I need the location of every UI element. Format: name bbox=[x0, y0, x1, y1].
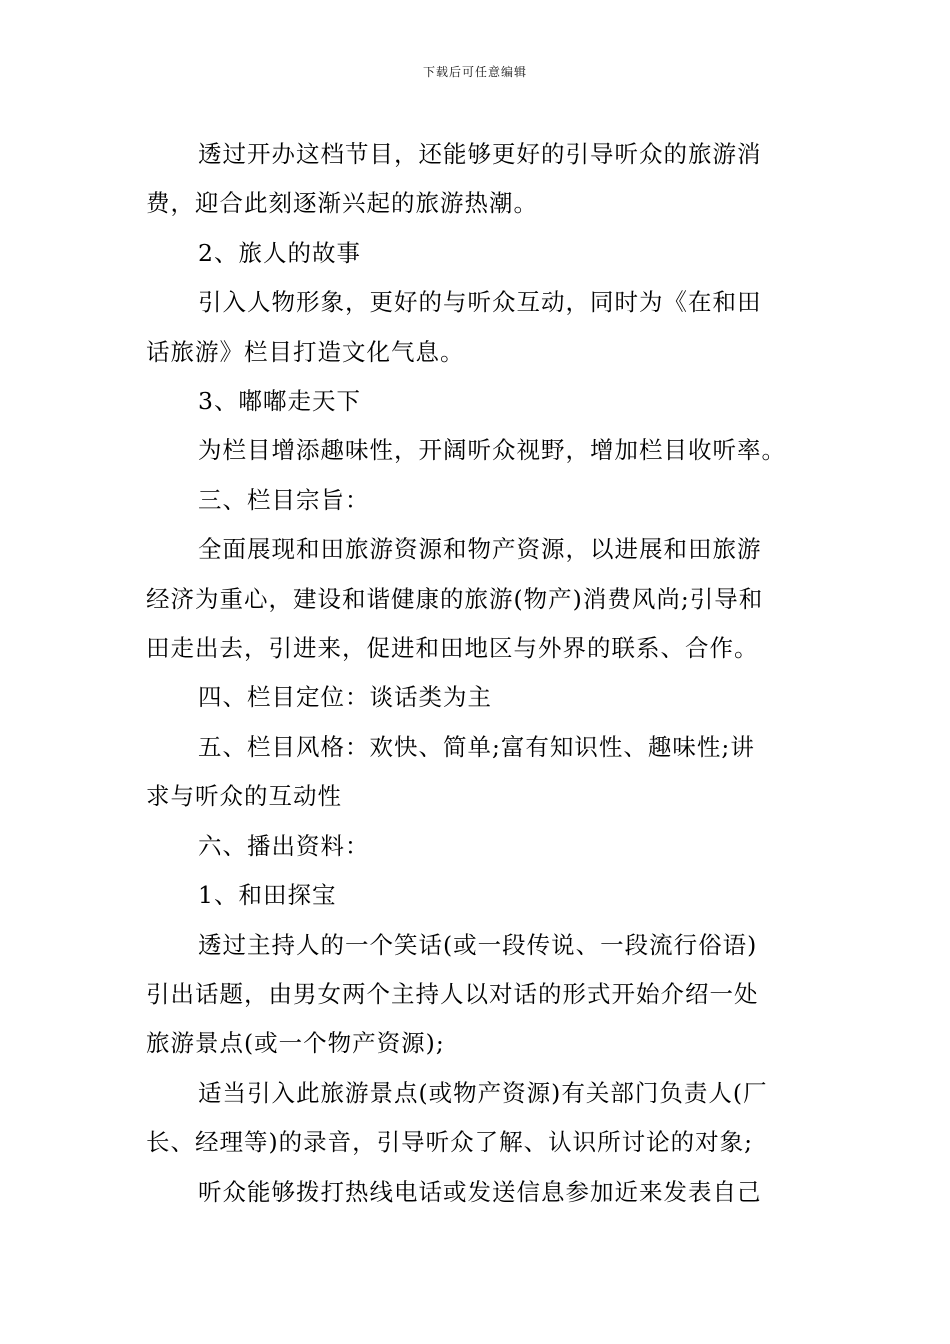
section-heading bbox=[146, 673, 808, 722]
text-line: 五、栏目风格：欢快、简单;富有知识性、趣味性;讲 bbox=[198, 732, 755, 761]
paragraph bbox=[146, 1069, 808, 1168]
text-line: 全面展现和田旅游资源和物产资源，以进展和田旅游 bbox=[198, 535, 762, 564]
text-line: 田走出去，引进来，促进和田地区与外界的联系、合作。 bbox=[146, 634, 759, 663]
text-line: 为栏目增添趣味性，开阔听众视野，增加栏目收听率。 bbox=[198, 436, 786, 465]
paragraph bbox=[146, 278, 808, 377]
text-line: 引入人物形象，更好的与听众互动，同时为《在和田 bbox=[198, 288, 762, 317]
page-header: 下载后可任意编辑 bbox=[422, 65, 527, 79]
text-line: 四、栏目定位：谈话类为主 bbox=[198, 683, 492, 712]
section-heading bbox=[146, 229, 808, 278]
text-line: 三、栏目宗旨： bbox=[198, 485, 370, 514]
paragraph bbox=[146, 921, 808, 1069]
document-body bbox=[146, 130, 808, 1217]
text-line: 旅游景点(或一个物产资源); bbox=[146, 1029, 445, 1058]
paragraph bbox=[146, 525, 808, 673]
text-line: 透过开办这档节目，还能够更好的引导听众的旅游消 bbox=[198, 140, 762, 168]
paragraph bbox=[146, 723, 808, 822]
text-line: 3、嘟嘟走天下 bbox=[198, 387, 361, 416]
text-line: 2、旅人的故事 bbox=[198, 238, 361, 267]
text-line: 适当引入此旅游景点(或物产资源)有关部门负责人(厂 bbox=[198, 1078, 768, 1107]
paragraph bbox=[146, 1168, 808, 1217]
section-heading bbox=[146, 871, 808, 920]
text-line: 求与听众的互动性 bbox=[146, 782, 342, 811]
paragraph bbox=[146, 426, 808, 475]
text-line: 引出话题，由男女两个主持人以对话的形式开始介绍一处 bbox=[146, 979, 759, 1008]
text-line: 费，迎合此刻逐渐兴起的旅游热潮。 bbox=[146, 189, 538, 218]
text-line: 话旅游》栏目打造文化气息。 bbox=[146, 337, 465, 366]
section-heading bbox=[146, 476, 808, 525]
text-line: 听众能够拨打热线电话或发送信息参加近来发表自己 bbox=[198, 1177, 762, 1206]
text-line: 透过主持人的一个笑话(或一段传说、一段流行俗语) bbox=[198, 930, 758, 959]
section-heading bbox=[146, 377, 808, 426]
text-line: 六、播出资料： bbox=[198, 831, 370, 860]
text-line: 经济为重心，建设和谐健康的旅游(物产)消费风尚;引导和 bbox=[146, 584, 764, 613]
paragraph bbox=[146, 130, 808, 229]
text-line: 长、经理等)的录音，引导听众了解、认识所讨论的对象; bbox=[146, 1128, 754, 1157]
section-heading bbox=[146, 822, 808, 871]
text-line: 1、和田探宝 bbox=[198, 881, 337, 910]
